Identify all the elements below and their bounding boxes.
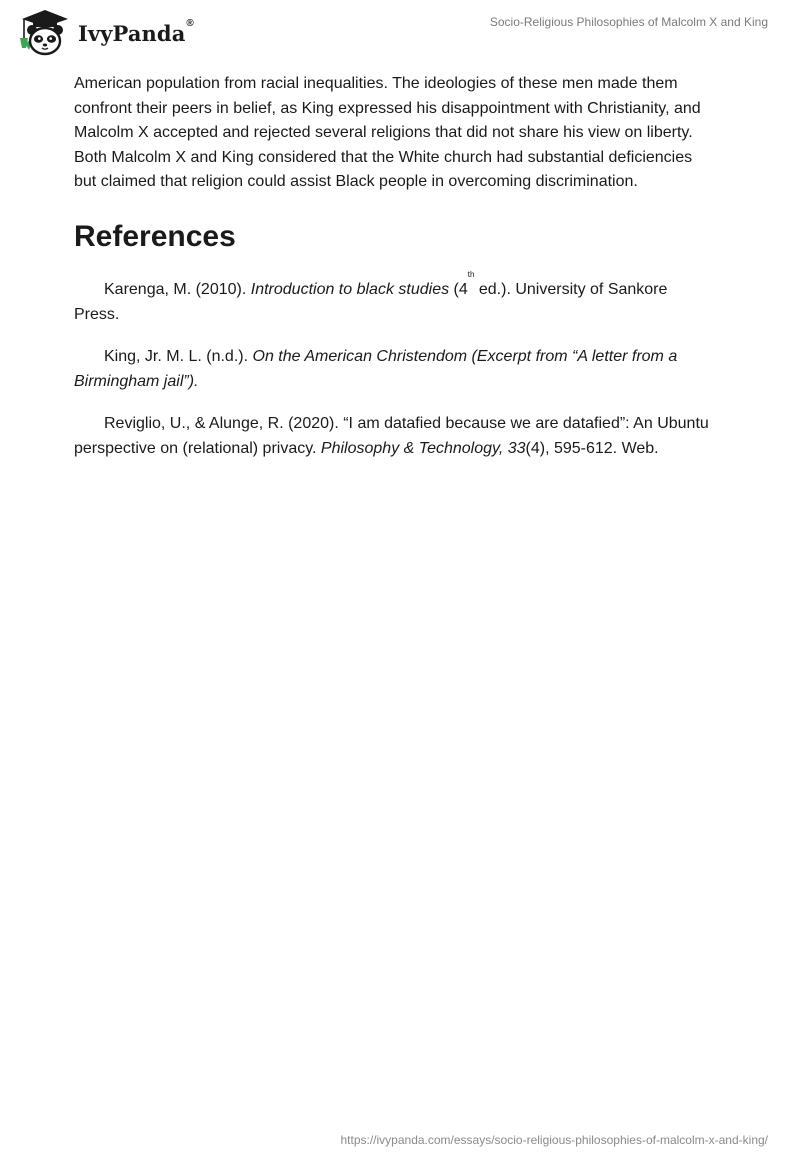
document-body <box>74 72 714 478</box>
references-heading: References <box>74 219 236 253</box>
references-list <box>74 269 714 461</box>
reference-text: King, Jr. M. L. (n.d.). <box>104 347 253 365</box>
reference-superscript: th <box>467 269 475 279</box>
reference-title: Introduction to black studies <box>250 280 450 298</box>
panda-graduation-cap-icon <box>16 8 74 58</box>
body-paragraph: American population from racial inequalities. The ideologies of these men made them confront their peers in belief, as King expressed his disappointment with Christianity, and Malcolm X accepted and rejected several religions that did not share his view on liberty. Both Malcolm X and King considered that the White church had substantial deficiencies but claimed that religion could assist Black people in overcoming discrimination. <box>74 75 701 191</box>
logo-name: IvyPanda <box>78 20 186 46</box>
registered-mark: ® <box>186 17 194 29</box>
reference-entry <box>74 411 714 461</box>
reference-text: (4), 595-612. Web. <box>525 439 659 457</box>
reference-title: Philosophy & Technology, 33 <box>320 439 526 457</box>
reference-title: On the American Christendom (Excerpt from “A letter from a Birmingham jail”). <box>74 347 678 390</box>
reference-text: (4 <box>449 280 468 298</box>
reference-entry <box>74 269 714 327</box>
reference-text: Reviglio, U., & Alunge, R. (2020). “I am datafied because we are datafied”: An Ubuntu perspective on (relational) privacy. <box>74 414 709 457</box>
reference-text: ed.). University of Sankore Press. <box>74 280 668 323</box>
logo-wordmark <box>78 17 194 46</box>
ivypanda-logo[interactable] <box>16 8 194 58</box>
running-title: Socio-Religious Philosophies of Malcolm X and King <box>489 15 768 29</box>
reference-entry <box>74 344 714 394</box>
page-header <box>0 0 800 64</box>
reference-text: Karenga, M. (2010). <box>104 280 251 298</box>
source-url[interactable]: https://ivypanda.com/essays/socio-religious-philosophies-of-malcolm-x-and-king/ <box>340 1133 768 1147</box>
